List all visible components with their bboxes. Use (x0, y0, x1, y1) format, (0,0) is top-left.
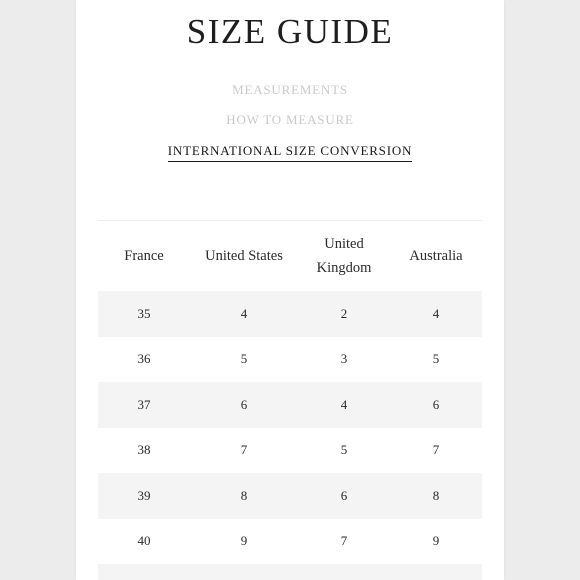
table-cell: 7 (432, 442, 440, 458)
table-cell: 39 (98, 473, 190, 519)
table-cell: 3 (340, 351, 348, 367)
table-cell: 5 (240, 351, 248, 367)
table-cell (390, 564, 482, 580)
size-guide-nav (76, 82, 504, 177)
table-header-row (98, 221, 482, 291)
table-cell: 5 (340, 442, 348, 458)
table-cell: 38 (137, 442, 151, 458)
nav-how-to-measure-link[interactable]: HOW TO MEASURE (226, 112, 354, 127)
table-cell: 5 (432, 351, 440, 367)
nav-measurements-link[interactable]: MEASUREMENTS (232, 82, 348, 97)
table-cell: 37 (98, 382, 190, 428)
table-row (98, 382, 482, 428)
table-cell: 7 (340, 533, 348, 549)
table-cell: 4 (190, 291, 298, 337)
table-cell: 4 (390, 291, 482, 337)
table-cell: 9 (432, 533, 440, 549)
table-cell: 8 (190, 473, 298, 519)
nav-international-size-conversion-link[interactable]: INTERNATIONAL SIZE CONVERSION (168, 143, 412, 162)
page-title: SIZE GUIDE (186, 12, 394, 51)
table-cell: 6 (190, 382, 298, 428)
table-cell: 40 (137, 533, 151, 549)
size-guide-panel (76, 0, 504, 580)
table-row (98, 564, 482, 580)
table-cell: 6 (298, 473, 390, 519)
table-row (98, 291, 482, 337)
table-cell: 7 (240, 442, 248, 458)
table-cell: 4 (298, 382, 390, 428)
table-cell: 36 (137, 351, 151, 367)
column-header-united-kingdom: United Kingdom (316, 236, 372, 276)
table-cell (98, 564, 190, 580)
table-cell (298, 564, 390, 580)
table-cell: 9 (240, 533, 248, 549)
column-header-united-states: United States (205, 248, 283, 264)
size-conversion-table (98, 220, 482, 580)
table-row (98, 519, 482, 565)
table-row (98, 337, 482, 383)
table-cell (190, 564, 298, 580)
table-cell: 8 (390, 473, 482, 519)
table-row (98, 473, 482, 519)
table-cell: 2 (298, 291, 390, 337)
table-row (98, 428, 482, 474)
table-cell: 35 (98, 291, 190, 337)
column-header-france: France (124, 248, 164, 264)
table-cell: 6 (390, 382, 482, 428)
column-header-australia: Australia (409, 248, 463, 264)
